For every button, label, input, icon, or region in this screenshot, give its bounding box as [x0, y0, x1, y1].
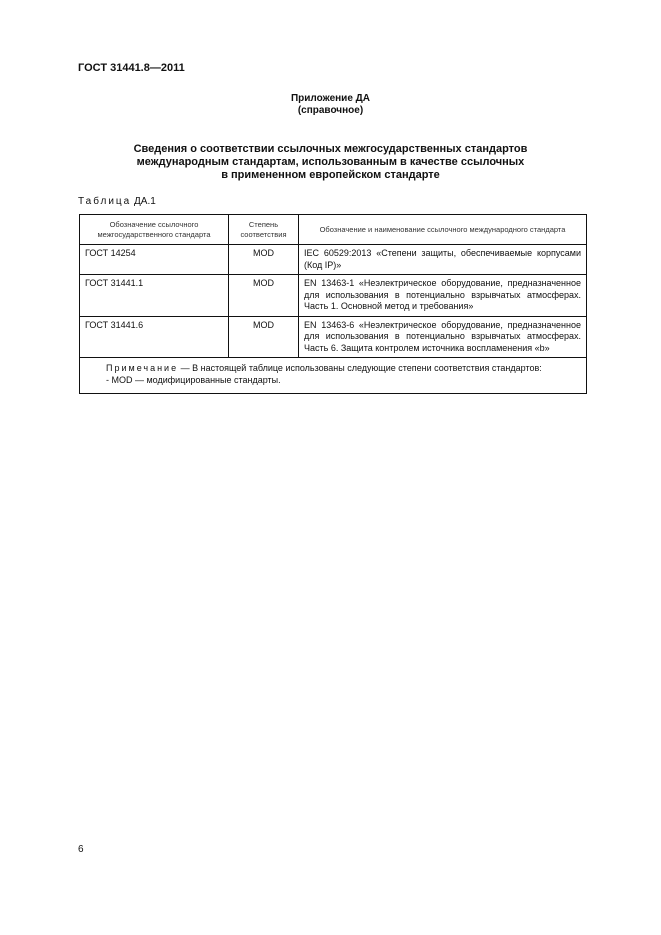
- table-caption-label: Таблица: [78, 196, 132, 207]
- table-row: [80, 245, 587, 275]
- annex-heading-line: международным стандартам, использованным в качестве ссылочных: [136, 156, 525, 168]
- document-code: ГОСТ 31441.8—2011: [78, 62, 185, 74]
- cell-international: EN 13463-1 «Неэлектрическое оборудование, предназначенное для использования в потенциально взрывчатых атмосферах. Часть 1. Основной метод и требования»: [299, 275, 587, 317]
- table-note-row: [80, 358, 587, 394]
- column-header-international: Обозначение и наименование ссылочного международного стандарта: [299, 215, 587, 245]
- annex-status: (справочное): [297, 105, 364, 116]
- cell-standard: ГОСТ 31441.6: [80, 316, 229, 358]
- table-row: [80, 316, 587, 358]
- cell-standard: ГОСТ 14254: [80, 245, 229, 275]
- note-line: - MOD — модифицированные стандарты.: [106, 375, 281, 385]
- annex-header: [0, 93, 661, 117]
- annex-title: Приложение ДА: [290, 93, 371, 104]
- table-row: [80, 275, 587, 317]
- column-header-standard: Обозначение ссылочного межгосударственного стандарта: [80, 215, 229, 245]
- correspondence-table: [79, 214, 587, 394]
- table-caption: [78, 196, 156, 207]
- note-label: Примечание: [106, 363, 179, 373]
- cell-standard: ГОСТ 31441.1: [80, 275, 229, 317]
- cell-international: IEC 60529:2013 «Степени защиты, обеспечиваемые корпусами (Код IP)»: [299, 245, 587, 275]
- table-header-row: [80, 215, 587, 245]
- cell-degree: MOD: [229, 275, 299, 317]
- annex-heading-line: Сведения о соответствии ссылочных межгосударственных стандартов: [133, 143, 528, 155]
- note-line: [106, 362, 581, 374]
- annex-heading: [0, 143, 661, 182]
- table-caption-number: ДА.1: [134, 196, 156, 207]
- cell-degree: MOD: [229, 316, 299, 358]
- column-header-degree: Степень соответствия: [229, 215, 299, 245]
- cell-degree: MOD: [229, 245, 299, 275]
- page-number: 6: [78, 844, 84, 855]
- cell-international: EN 13463-6 «Неэлектрическое оборудование, предназначенное для использования в потенциально взрывчатых атмосферах. Часть 6. Защита контролем источника воспламенения «b»: [299, 316, 587, 358]
- table-note: [80, 358, 587, 394]
- note-text: — В настоящей таблице использованы следующие степени соответствия стандартов:: [180, 363, 542, 373]
- annex-heading-line: в примененном европейском стандарте: [221, 169, 440, 181]
